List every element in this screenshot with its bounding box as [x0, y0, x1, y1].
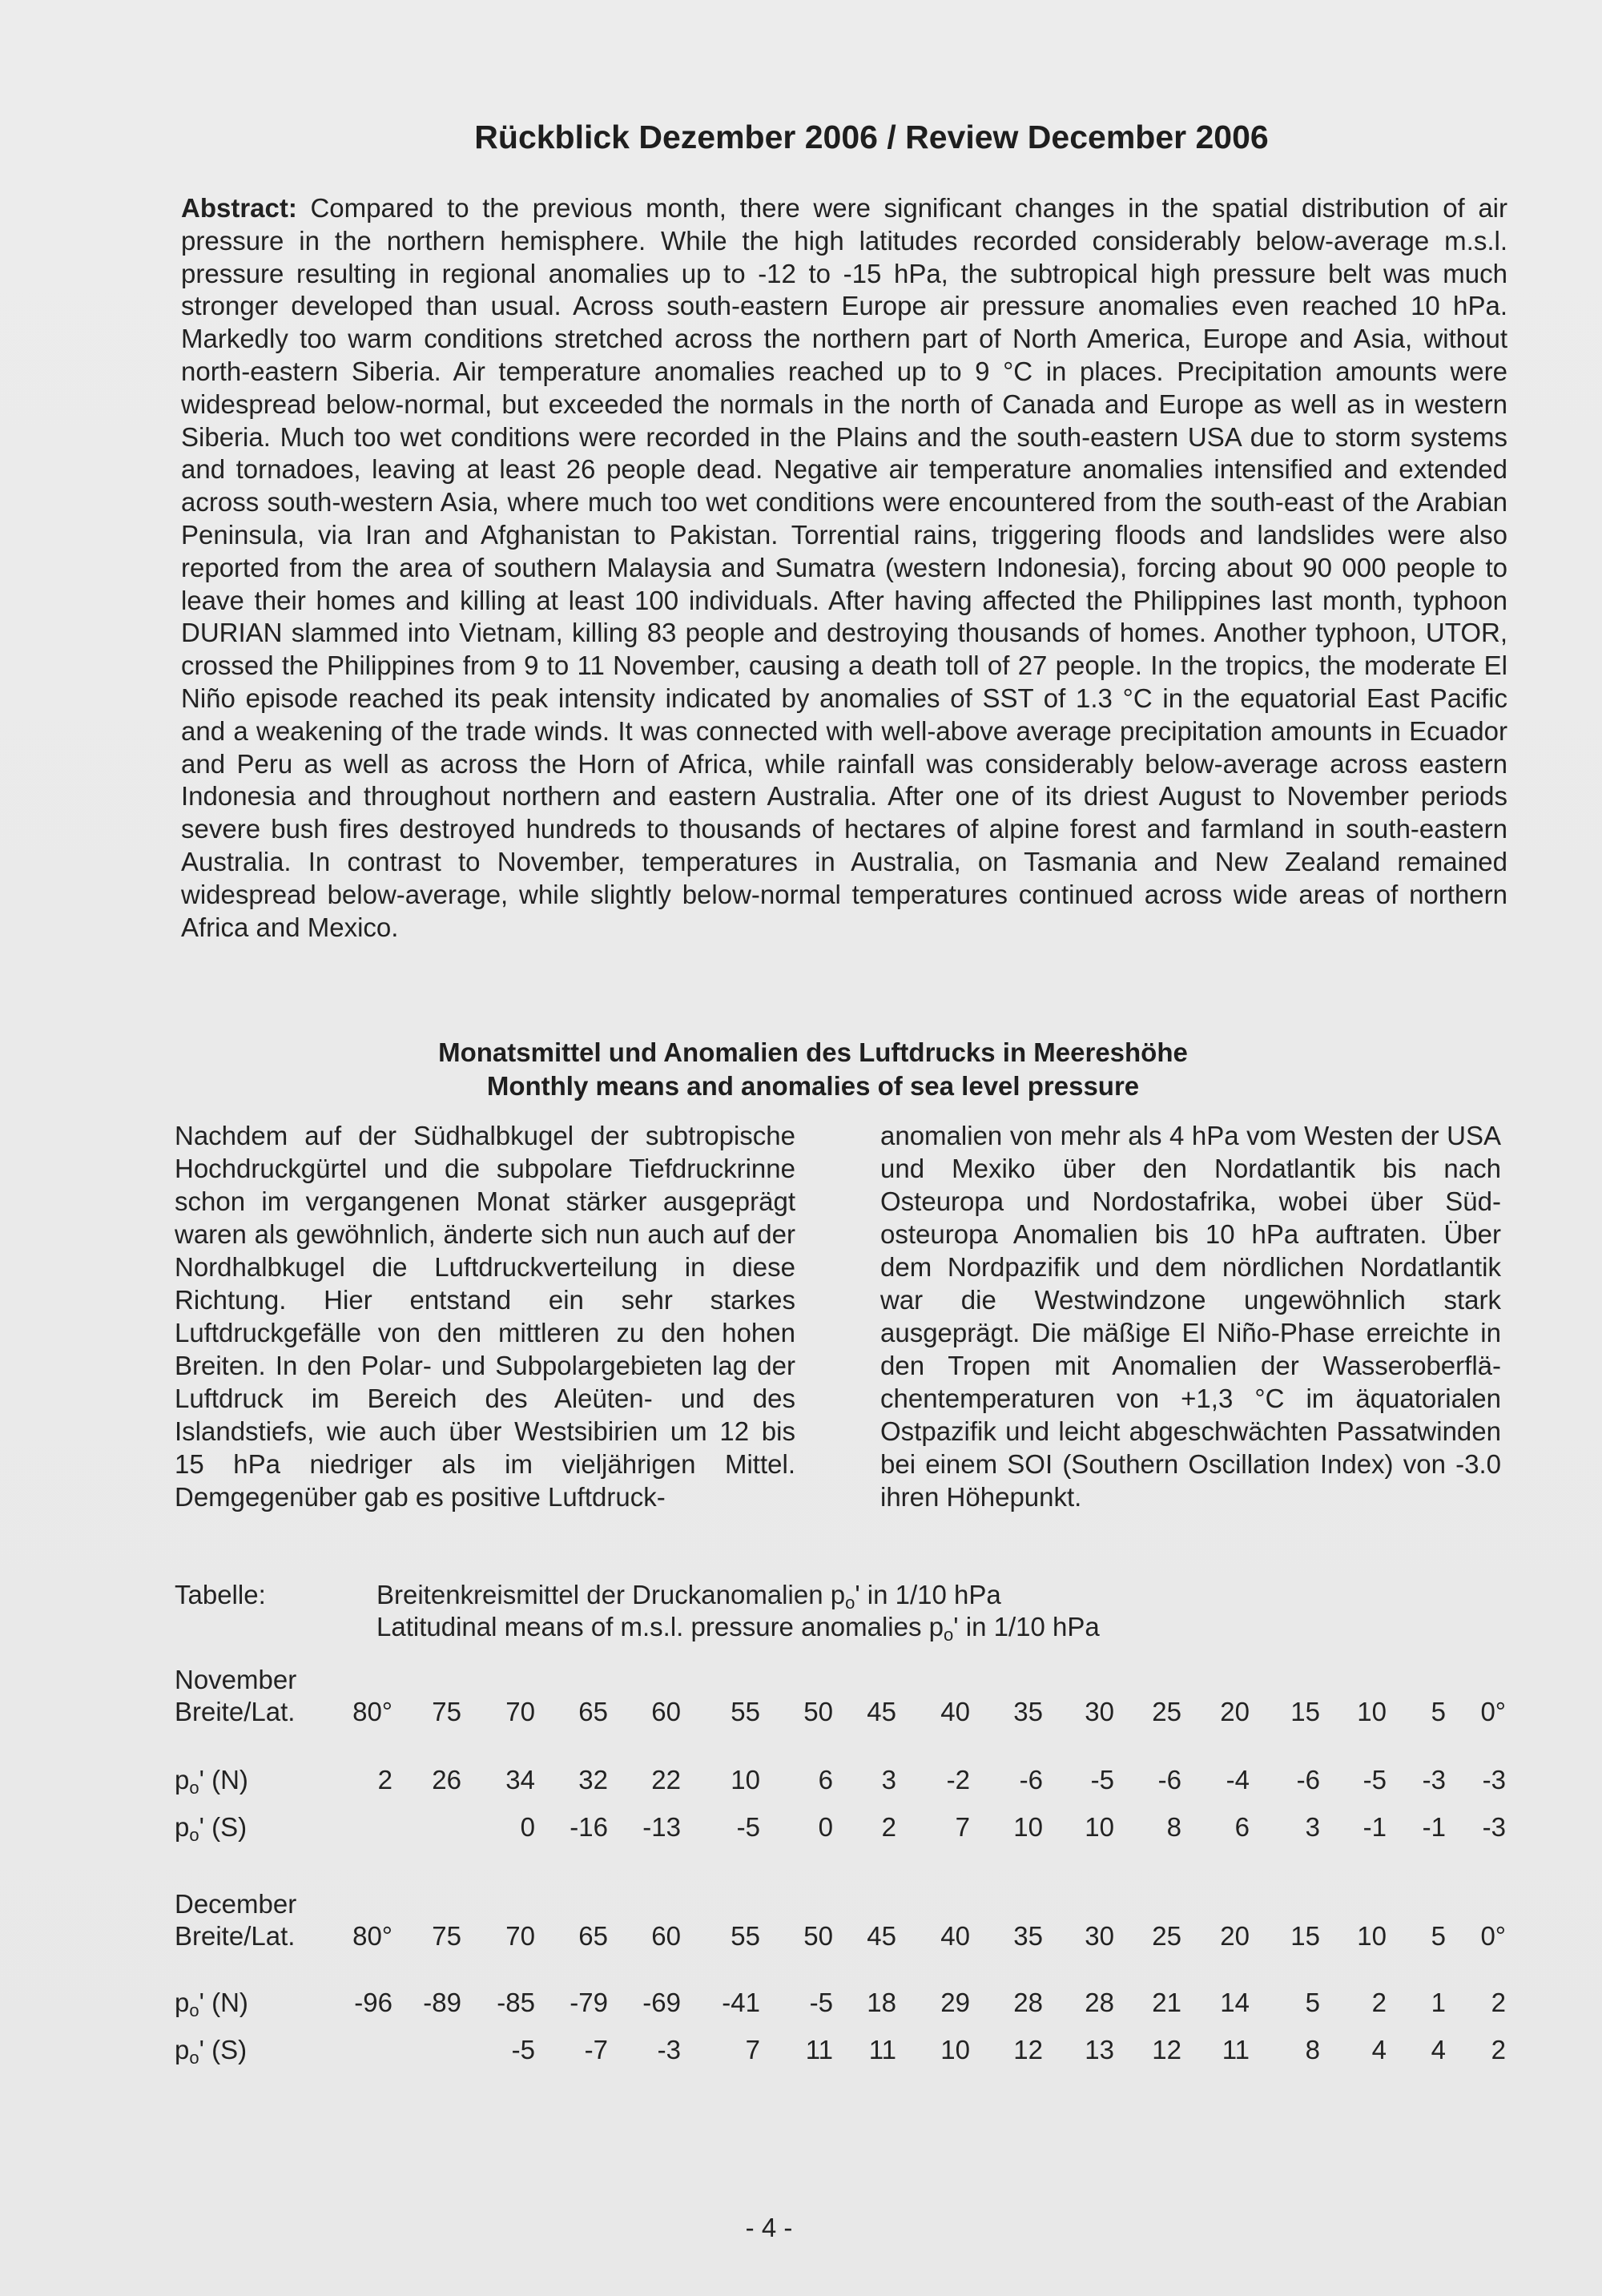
table-cell-north: -5: [1090, 1765, 1114, 1795]
table-cell-south: 11: [868, 2035, 896, 2064]
table-cell-north: 34: [505, 1765, 535, 1795]
table-cell-south: -16: [570, 1812, 608, 1842]
table-cell-north: 2: [1371, 1988, 1387, 2017]
table-cell-north: -5: [1363, 1765, 1387, 1795]
table-cell-south: 7: [745, 2035, 760, 2064]
table-cell-south: 10: [1013, 1812, 1043, 1842]
table-cell-south: 12: [1152, 2035, 1181, 2064]
table-cell-north: -89: [423, 1988, 461, 2017]
latitude-header-cell: 35: [1013, 1921, 1043, 1951]
table-cell-south: 6: [1234, 1812, 1250, 1842]
section-heading: [0, 1036, 1602, 1103]
row-label-south-suffix: ' (S): [199, 1812, 248, 1842]
table-cell-north: 29: [940, 1988, 970, 2017]
latitude-row-label: Breite/Lat.: [175, 1921, 296, 1951]
latitude-header-cell: 5: [1431, 1921, 1446, 1951]
latitude-header-cell: 55: [731, 1697, 760, 1726]
latitude-header-cell: 65: [578, 1921, 608, 1951]
table-cell-north: -79: [570, 1988, 608, 2017]
latitude-header-cell: 70: [505, 1921, 535, 1951]
table-cell-north: -4: [1226, 1765, 1250, 1795]
table-cell-south: -1: [1363, 1812, 1387, 1842]
table-cell-south: 0: [818, 1812, 833, 1842]
latitude-header-cell: 80°: [352, 1697, 392, 1726]
table-label: Tabelle:: [175, 1580, 266, 1609]
caption-en-pre: Latitudinal means of m.s.l. pressure anomalies p: [376, 1612, 944, 1641]
latitude-header-cell: 45: [867, 1697, 896, 1726]
caption-de-sub: o: [845, 1593, 855, 1613]
table-cell-north: 2: [1491, 1988, 1506, 2017]
table-cell-north: 2: [377, 1765, 392, 1795]
table-cell-south: 11: [805, 2035, 833, 2064]
table-cell-south: 12: [1013, 2035, 1043, 2064]
latitude-header-cell: 10: [1357, 1921, 1387, 1951]
table-cell-north: -3: [1482, 1765, 1506, 1795]
latitude-header-cell: 75: [432, 1697, 461, 1726]
table-cell-north: 10: [731, 1765, 760, 1795]
row-label-north: [175, 1988, 248, 2018]
latitude-header-cell: 0°: [1480, 1697, 1506, 1726]
table-cell-south: -3: [657, 2035, 681, 2064]
table-cell-north: 26: [432, 1765, 461, 1795]
table-cell-south: 0: [520, 1812, 535, 1842]
table-cell-north: -2: [946, 1765, 970, 1795]
row-label-south-p: p: [175, 2035, 190, 2064]
latitude-header-cell: 60: [651, 1921, 681, 1951]
table-cell-north: 6: [818, 1765, 833, 1795]
table-cell-north: 22: [651, 1765, 681, 1795]
latitude-header-cell: 10: [1357, 1697, 1387, 1726]
latitude-header-cell: 80°: [352, 1921, 392, 1951]
table-cell-south: 13: [1085, 2035, 1114, 2064]
section-heading-en: Monthly means and anomalies of sea level pressure: [486, 1071, 1140, 1101]
row-label-north-suffix: ' (N): [199, 1988, 248, 2017]
table-cell-north: -96: [354, 1988, 392, 2017]
table-cell-south: 2: [1491, 2035, 1506, 2064]
latitude-header-cell: 50: [803, 1697, 833, 1726]
november-month-label: November: [175, 1665, 297, 1694]
latitude-header-cell: 25: [1152, 1921, 1181, 1951]
table-cell-north: 18: [867, 1988, 896, 2017]
table-cell-north: 1: [1431, 1988, 1446, 2017]
table-cell-south: 7: [955, 1812, 970, 1842]
latitude-header-cell: 20: [1220, 1921, 1250, 1951]
table-cell-south: 4: [1371, 2035, 1387, 2064]
row-label-north-p: p: [175, 1988, 190, 2017]
abstract-paragraph: [181, 192, 1507, 944]
caption-de-post: ' in 1/10 hPa: [855, 1580, 1001, 1609]
table-cell-north: 32: [578, 1765, 608, 1795]
caption-en-post: ' in 1/10 hPa: [953, 1612, 1100, 1641]
table-cell-north: -41: [722, 1988, 760, 2017]
table-cell-north: -85: [497, 1988, 535, 2017]
latitude-header-cell: 45: [867, 1921, 896, 1951]
table-cell-north: -6: [1157, 1765, 1181, 1795]
abstract-text: Compared to the previous month, there were significant changes in the spatial distribution of air pressure in the northern hemisphere. While the high latitudes recorded considerably below-average m.s.l. pressure resulting in regional anomalies up to -12 to -15 hPa, the subtropical high pressure belt was much stronger developed than usual. Across south-eastern Europe air pressure anomalies even reached 10 hPa. Markedly too warm conditions stretched across the northern part of North America, Europe and Asia, without north-eastern Siberia. Air temperature anomalies reached up to 9 °C in places. Precipitation amounts were widespread below-normal, but exceeded the normals in the north of Canada and Europe as well as in western Siberia. Much too wet conditions were recorded in the Plains and the south-eastern USA due to storm systems and tornadoes, leaving at least 26 people dead. Negative air temperature anomalies intensified and extended across south-western Asia, where much too wet conditions were encountered from the south-east of the Arabian Peninsula, via Iran and Afghanistan to Pakistan. Torrential rains, triggering floods and landslides were also reported from the area of southern Malaysia and Sumatra (western Indonesia), forcing about 90 000 people to leave their homes and killing at least 100 individuals. After having affected the Philippines last month, typhoon DURIAN slammed into Vietnam, killing 83 people and destroying thousands of homes. Another typhoon, UTOR, crossed the Philippines from 9 to 11 November, causing a death toll of 27 people. In the tropics, the moderate El Niño episode reached its peak intensity indicated by anomalies of SST of 1.3 °C in the equatorial East Pacific and a weakening of the trade winds. It was connected with well-above average precipitation amounts in Ecuador and Peru as well as across the Horn of Africa, while rainfall was considerably below-average across eastern Indonesia and throughout northern and eastern Australia. After one of its driest August to November periods severe bush fires destroyed hundreds to thousands of hectares of alpine forest and farmland in south-eastern Australia. In contrast to November, temperatures in Australia, on Tasmania and New Zealand remained widespread below-average, while slightly below-normal temperatures continued across wide areas of northern Africa and Mexico.: [181, 193, 1507, 942]
row-label-south-suffix: ' (S): [199, 2035, 248, 2064]
row-label-north-sub: o: [189, 2000, 199, 2020]
table-caption-en: [376, 1612, 1100, 1645]
table-cell-south: -7: [584, 2035, 608, 2064]
row-label-south: [175, 2035, 248, 2068]
table-cell-north: -6: [1296, 1765, 1320, 1795]
latitude-header-cell: 35: [1013, 1697, 1043, 1726]
table-cell-south: 3: [1305, 1812, 1320, 1842]
page-number: - 4 -: [745, 2213, 793, 2242]
table-cell-north: -6: [1019, 1765, 1043, 1795]
latitude-header-cell: 40: [940, 1921, 970, 1951]
latitude-header-cell: 75: [432, 1921, 461, 1951]
row-label-north-suffix: ' (N): [199, 1765, 248, 1795]
latitude-header-cell: 30: [1085, 1921, 1114, 1951]
text-column-right: anomalien von mehr als 4 hPa vom Westen der USA und Mexiko über den Nordatlantik bis nach Osteuropa und Nordostafrika, wobei über Südosteuropa Anomalien bis 10 hPa auftraten. Über dem Nordpazifik und dem nördlichen Nordatlantik war die Westwindzone ungewöhnlich stark ausgeprägt. Die mäßige El Niño-Phase erreichte in den Tropen mit Anomalien der Wasseroberflächentemperaturen von +1,3 °C im äquatorialen Ostpazifik und leicht abgeschwächten Passatwinden bei einem SOI (Southern Oscillation Index) von -3.0 ihren Höhepunkt.: [880, 1121, 1501, 1512]
table-cell-north: 28: [1085, 1988, 1114, 2017]
table-cell-north: 21: [1152, 1988, 1181, 2017]
december-month-label: December: [175, 1889, 297, 1919]
table-cell-south: 10: [940, 2035, 970, 2064]
table-cell-south: -1: [1422, 1812, 1446, 1842]
row-label-south: [175, 1812, 247, 1843]
abstract-label: Abstract:: [181, 193, 297, 223]
table-cell-north: 5: [1305, 1988, 1320, 2017]
row-label-north-sub: o: [189, 1778, 199, 1798]
latitude-header-cell: 25: [1152, 1697, 1181, 1726]
latitude-header-cell: 65: [578, 1697, 608, 1726]
latitude-header-cell: 40: [940, 1697, 970, 1726]
latitude-header-cell: 15: [1290, 1697, 1320, 1726]
latitude-row-label: Breite/Lat.: [175, 1697, 296, 1726]
table-cell-north: 3: [881, 1765, 896, 1795]
latitude-header-cell: 55: [731, 1921, 760, 1951]
table-cell-south: -3: [1482, 1812, 1506, 1842]
caption-en-sub: o: [944, 1625, 954, 1645]
table-cell-south: 8: [1305, 2035, 1320, 2064]
row-label-south-p: p: [175, 1812, 190, 1842]
table-cell-south: -5: [736, 1812, 760, 1842]
latitude-header-cell: 50: [803, 1921, 833, 1951]
latitude-header-cell: 20: [1220, 1697, 1250, 1726]
latitude-header-cell: 5: [1431, 1697, 1446, 1726]
table-cell-south: -13: [642, 1812, 681, 1842]
table-cell-south: 2: [881, 1812, 896, 1842]
page-title: Rückblick Dezember 2006 / Review December 2006: [474, 119, 1269, 155]
table-cell-north: -3: [1422, 1765, 1446, 1795]
table-cell-north: -5: [809, 1988, 833, 2017]
table-cell-south: 11: [1222, 2035, 1250, 2064]
table-cell-north: -69: [642, 1988, 681, 2017]
row-label-south-sub: o: [189, 2048, 199, 2068]
section-heading-de: Monatsmittel und Anomalien des Luftdrucks in Meereshöhe: [438, 1037, 1188, 1067]
latitude-header-cell: 0°: [1480, 1921, 1506, 1951]
row-label-north: [175, 1765, 248, 1798]
table-cell-south: -5: [511, 2035, 535, 2064]
caption-de-pre: Breitenkreismittel der Druckanomalien p: [376, 1580, 846, 1609]
table-cell-north: 28: [1013, 1988, 1043, 2017]
row-label-north-p: p: [175, 1765, 190, 1795]
latitude-header-cell: 60: [651, 1697, 681, 1726]
table-cell-north: 14: [1220, 1988, 1250, 2017]
table-cell-south: 10: [1085, 1812, 1114, 1842]
table-cell-south: 4: [1431, 2035, 1446, 2064]
table-caption-de: [376, 1580, 1001, 1613]
table-cell-south: 8: [1166, 1812, 1181, 1842]
latitude-header-cell: 70: [505, 1697, 535, 1726]
latitude-header-cell: 15: [1290, 1921, 1320, 1951]
row-label-south-sub: o: [189, 1825, 199, 1845]
text-column-left: Nachdem auf der Südhalbkugel der subtropische Hochdruckgürtel und die subpolare Tiefdruckrinne schon im vergangenen Monat stärker ausgeprägt waren als gewöhnlich, änderte sich nun auch auf der Nordhalbkugel die Luftdruckverteilung in diese Richtung. Hier entstand ein sehr starkes Luftdruckgefälle von den mittleren zu den hohen Breiten. In den Polar- und Subpolargebieten lag der Luftdruck im Bereich des Aleüten- und des Islandstiefs, wie auch über Westsibirien um 12 bis 15 hPa niedriger als im vieljährigen Mittel. Demgegenüber gab es positive Luftdruck-: [175, 1121, 795, 1512]
latitude-header-cell: 30: [1085, 1697, 1114, 1726]
